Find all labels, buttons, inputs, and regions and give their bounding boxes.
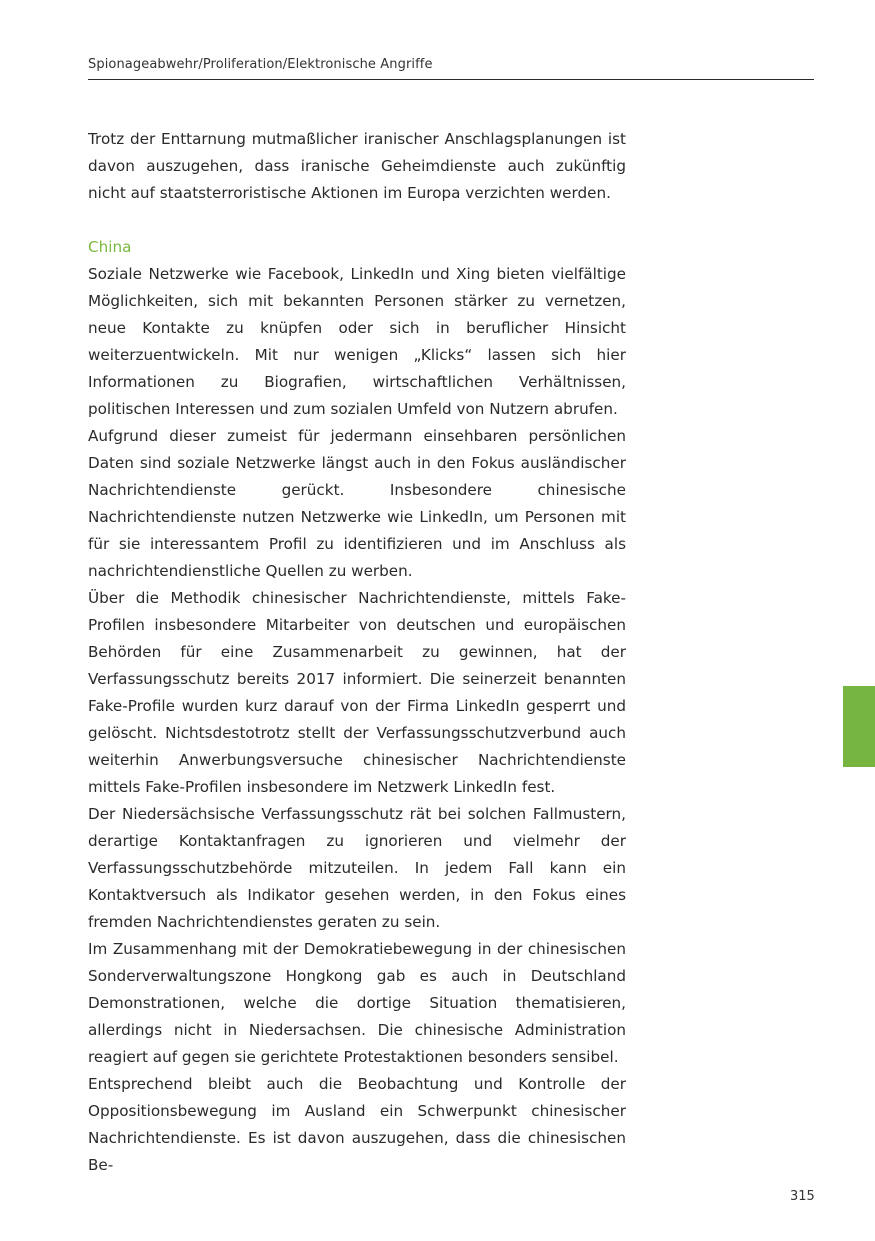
body-column	[88, 126, 626, 1179]
header-rule	[88, 79, 814, 80]
running-header: Spionageabwehr/Proliferation/Elektronische Angriffe	[88, 57, 433, 72]
section-heading: China	[88, 238, 132, 256]
chapter-thumb-tab	[843, 686, 875, 767]
intro-paragraph: Trotz der Enttarnung mutmaßlicher iranischer Anschlagsplanungen ist davon auszugehen, dass iranische Geheimdienste auch zukünftig nicht auf staatsterroristische Aktionen im Europa verzichten werden.	[88, 130, 626, 202]
page-number: 315	[790, 1189, 815, 1204]
body-paragraph: Über die Methodik chinesischer Nachrichtendienste, mittels Fake-Profilen insbesondere Mitarbeiter von deutschen und europäischen Behörden für eine Zusammenarbeit zu gewinnen, hat der Verfassungsschutz bereits 2017 informiert. Die seinerzeit benannten Fake-Profile wurden kurz darauf von der Firma LinkedIn gesperrt und gelöscht. Nichtsdestotrotz stellt der Verfassungsschutzverbund auch weiterhin Anwerbungsversuche chinesischer Nachrichtendienste mittels Fake-Profilen insbesondere im Netzwerk LinkedIn fest.	[88, 589, 626, 796]
body-paragraph: Der Niedersächsische Verfassungsschutz rät bei solchen Fallmustern, derartige Kontaktanfragen zu ignorieren und vielmehr der Verfassungsschutzbehörde mitzuteilen. In jedem Fall kann ein Kontaktversuch als Indikator gesehen werden, in den Fokus eines fremden Nachrichtendienstes geraten zu sein.	[88, 805, 626, 931]
body-paragraph: Entsprechend bleibt auch die Beobachtung und Kontrolle der Oppositionsbewegung im Ausland ein Schwerpunkt chinesischer Nachrichtendienste. Es ist davon auszugehen, dass die chinesischen Be-	[88, 1075, 626, 1174]
body-paragraph: Im Zusammenhang mit der Demokratiebewegung in der chinesischen Sonderverwaltungszone Hongkong gab es auch in Deutschland Demonstrationen, welche die dortige Situation thematisieren, allerdings nicht in Niedersachsen. Die chinesische Administration reagiert auf gegen sie gerichtete Protestaktionen besonders sensibel.	[88, 940, 626, 1066]
body-paragraph: Soziale Netzwerke wie Facebook, LinkedIn und Xing bieten vielfältige Möglichkeiten, sich mit bekannten Personen stärker zu vernetzen, neue Kontakte zu knüpfen oder sich in beruflicher Hinsicht weiterzuentwickeln. Mit nur wenigen „Klicks“ lassen sich hier Informationen zu Biografien, wirtschaftlichen Verhältnissen, politischen Interessen und zum sozialen Umfeld von Nutzern abrufen.	[88, 265, 626, 418]
body-paragraph: Aufgrund dieser zumeist für jedermann einsehbaren persönlichen Daten sind soziale Netzwerke längst auch in den Fokus ausländischer Nachrichtendienste gerückt. Insbesondere chinesische Nachrichtendienste nutzen Netzwerke wie LinkedIn, um Personen mit für sie interessantem Profil zu identifizieren und im Anschluss als nachrichtendienstliche Quellen zu werben.	[88, 427, 626, 580]
